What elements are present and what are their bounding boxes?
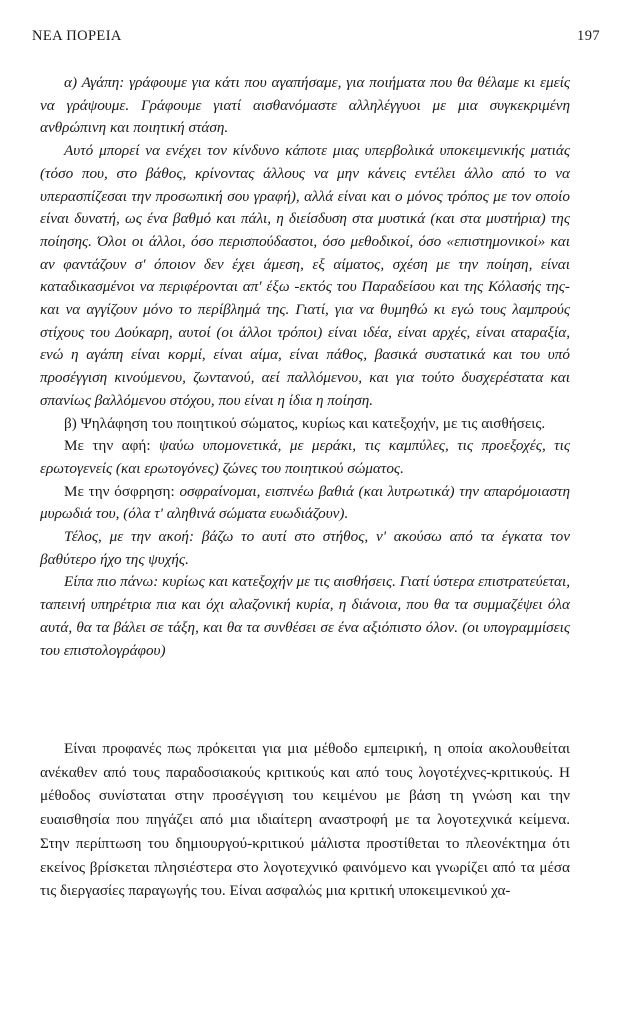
beta-text: β) Ψηλάφηση του ποιητικού σώματος, κυρίως και [64,414,369,432]
underlined-word: κατεξοχήν [372,414,436,432]
paragraph-beta [40,413,570,436]
paragraph-subjective-risk: Αυτό μπορεί να ενέχει τον κίνδυνο κάποτε μιας υπερβολικά υποκειμενικής ματιάς (τόσο που, στο βάθος, κρίνοντας άλλους να μην κάνεις εντέλει άλλο από το να υπερασπίζεσαι την προσωπική σου γραφή), αλλά είναι και ο μόνος τρόπος με τον οποίο είναι δυνατή, ως ένα βαθμό και πάλι, η διείσδυση στα μυστικά (και στα μυστήρια) της ποίησης. Όλοι οι άλλοι, όσο περισπούδαστοι, όσο μεθοδικοί, όσο «επιστημονικοί» και αν φαντάζουν σ' όποιον δεν έχει άμεση, εξ αίματος, σχέση με την ποίηση, είναι καταδικασμένοι να περιφέρονται απ' έξω -εκτός του Παραδείσου και της Κόλασής της- και να αγγίζουν μόνο το περίβλημά της. Γιατί, για να θυμηθώ κι εγώ τους λαμπρούς στίχους του Δούκαρη, αυτοί (οι άλλοι τρόποι) είναι ιδέα, είναι αρχές, είναι αταραξία, ενώ η αγάπη είναι κορμί, είναι αίμα, είναι πάθος, βασικά συστατικά και του υπό προσέγγιση κινούμενου, ζωντανού, αεί παλλόμενου, και για τούτο δυσχερέστατα και σπανίως βαλλόμενου στόχου, που είναι η ίδια η ποίηση. [40,142,570,409]
hearing-intro: Τέλος, με την ακοή: [64,528,195,546]
smell-intro: Με την όσφρηση: [64,482,175,500]
running-head [32,28,600,45]
paragraph-closing: Είπα πιο πάνω: κυρίως και κατεξοχήν με τις αισθήσεις. Γιατί ύστερα επιστρατεύεται, ταπεινή υπηρέτρια πια και όχι αλαζονική κυρία, η διάνοια, που θα τα συμμαζέψει όλα αυτά, θα τα βάλει σε τάξη, και θα τα συνθέσει σε ένα αξιόπιστο όλον. (οι υπογραμμίσεις του επιστολογράφου) [40,573,570,659]
page-number: 197 [577,28,600,44]
journal-title: ΝΕΑ ΠΟΡΕΙΑ [32,28,122,44]
touch-intro: Με την αφή: [64,437,151,455]
paragraph-hearing [40,526,570,571]
paragraph-smell [40,481,570,526]
body-paragraph: Είναι προφανές πως πρόκειται για μια μέθοδο εμπειρική, η οποία ακολουθείται ανέκαθεν από τους παραδοσιακούς κριτικούς και από τους λογοτέχνες-κριτικούς. Η μέθοδος συνίσταται στην προσέγγιση του κειμένου με βάση τη γνώση και την ευαισθησία που πηγάζει από μια ιδιαίτερη αναστροφή με τα λογοτεχνικά κείμενα. Στην περίπτωση του δημιουργού-κριτικού μάλιστα προστίθεται το πλεονέκτημα ότι εκείνος βρίσκεται πλησιέστερα στο λογοτεχνικό φαινόμενο και γνωρίζει από τα μέσα τις διεργασίες παραγωγής του. Είναι ασφαλώς μια κριτική υποκειμενικού χα- [40,740,570,900]
body-text [40,737,570,903]
smell-text: οσφραίνομαι, εισπνέω βαθιά (και λυτρωτικά) την απαρόμοιαστη μυρωδιά του, (όλα τ' αληθινά σώματα ευωδιάζουν). [40,482,571,523]
touch-text: ψαύω υπομονετικά, με μεράκι, τις καμπύλες, τις προεξοχές, τις ερωτογενείς (και ερωτογόνες) ζώνες του ποιητικού σώματος. [40,437,570,477]
paragraph-alpha: α) Αγάπη: γράφουμε για κάτι που αγαπήσαμε, για ποιήματα που θα θέλαμε κι εμείς να γράψουμε. Γράφουμε γιατί αισθανόμαστε αλληλέγγυοι με μια συγκεκριμένη ανθρώπινη και ποιητική στάση. [40,74,570,137]
beta-text-end: , με τις αισθήσεις. [435,414,546,432]
paragraph-touch [40,435,570,480]
hearing-text: βάζω το αυτί στο στήθος, ν' ακούσω από τα έγκατα τον βαθύτερο ήχο της ψυχής. [40,528,571,568]
quoted-letter [40,72,570,662]
